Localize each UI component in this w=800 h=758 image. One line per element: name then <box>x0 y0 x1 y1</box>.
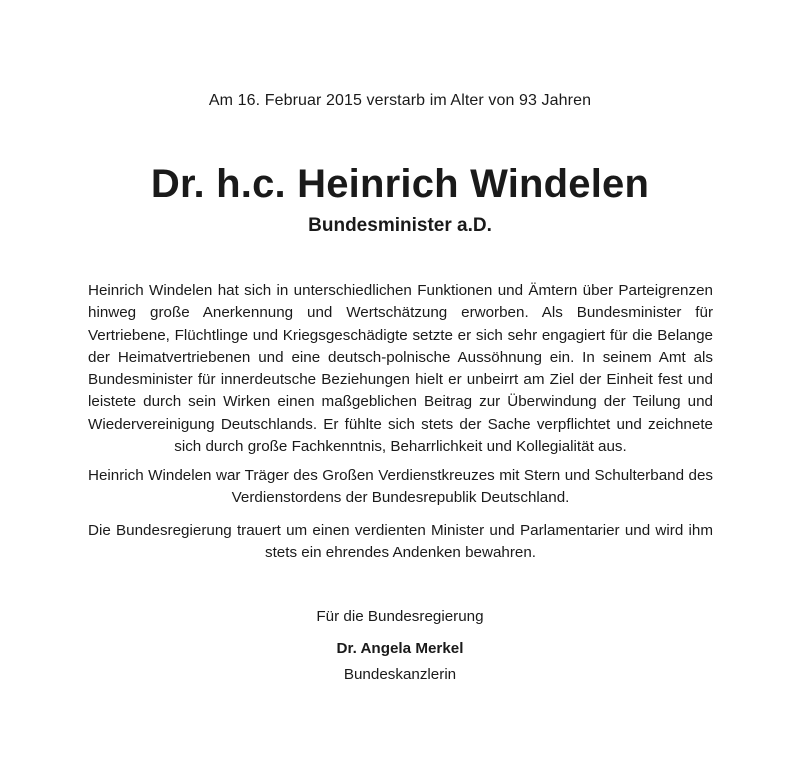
tribute-paragraph-honours: Heinrich Windelen war Träger des Großen Verdienstkreuzes mit Stern und Schulterband des Verdienstordens der Bundesrepublik Deutschland. <box>88 467 713 507</box>
signer-name: Dr. Angela Merkel <box>336 640 464 657</box>
tribute-paragraph-mourning: Die Bundesregierung trauert um einen verdienten Minister und Parlamentarier und wird ihm stets ein ehrendes Andenken bewahren. <box>88 522 713 562</box>
tribute-paragraph-career: Heinrich Windelen hat sich in unterschiedlichen Funktionen und Ämtern über Parteigrenzen hinweg große Anerkennung und Wertschätzung erworben. Als Bundesminister für Vertriebene, Flüchtlinge und Kriegsgeschädigte setzte er sich sehr engagiert für die Belange der Heimatvertriebenen und eine deutsch-polnische Aussöhnung ein. In seinem Amt als Bundesminister für innerdeutsche Beziehungen hielt er unbeirrt am Ziel der Einheit fest und leistete durch sein Wirken einen maßgeblichen Beitrag zur Überwindung der Teilung und Wiedervereinigung Deutschlands. Er fühlte sich stets der Sache verpflichtet und zeichnete sich durch große Fachkenntnis, Beharrlichkeit und Kollegialität aus. <box>88 282 713 456</box>
signer-title: Bundeskanzlerin <box>343 666 457 683</box>
intro-line: Am 16. Februar 2015 verstarb im Alter von 93 Jahren <box>208 92 592 109</box>
signature-on-behalf: Für die Bundesregierung <box>316 608 484 625</box>
deceased-role: Bundesminister a.D. <box>308 215 492 236</box>
deceased-name: Dr. h.c. Heinrich Windelen <box>150 162 650 206</box>
